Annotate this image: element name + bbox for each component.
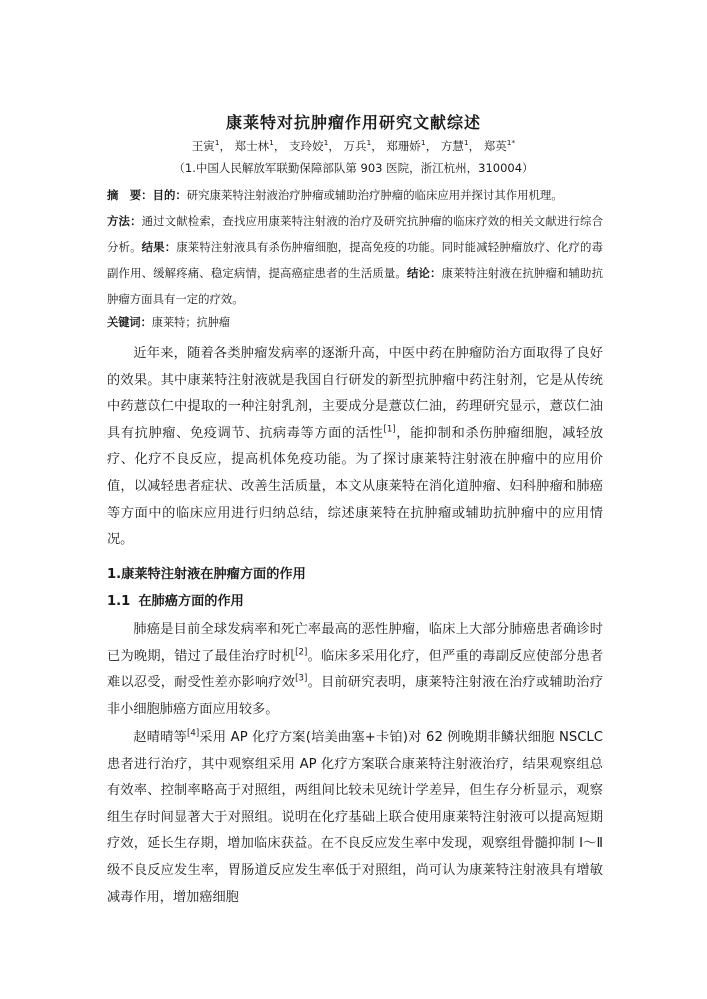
citation: [1] xyxy=(383,424,396,435)
subsection-heading: 1.1 在肺癌方面的作用 xyxy=(107,594,244,609)
body-paragraph: 赵晴晴等[4]采用 AP 化疗方案(培美曲塞+卡铂)对 62 例晚期非鳞状细胞 NSCLC 患者进行治疗，其中观察组采用 AP 化疗方案联合康莱特注射液治疗，结果观察组总有效率、控制率略高于对照组，两组间比较未见统计学差异，但生存分析显示，观察组生存时间显著大于对照组。说明在化疗基础上联合使用康莱特注射液可以提高短期疗效，延长生存期，增加临床获益。在不良反应发生率中发现，观察组骨髓抑制 Ⅰ～Ⅱ级不良反应发生率，胃肠道反应发生率低于对照组，尚可认为康莱特注射液具有增敏减毒作用，增加癌细胞 xyxy=(107,728,603,905)
conclusion-label: 结论： xyxy=(406,266,442,280)
intro-paragraph: 近年来，随着各类肿瘤发病率的逐渐升高，中医中药在肿瘤防治方面取得了良好的效果。其中康莱特注射液就是我国自行研发的新型抗肿瘤中药注射剂，它是从传统中药薏苡仁中提取的一种注射乳剂，主要成分是薏苡仁油，药理研究显示，薏苡仁油具有抗肿瘤、免疫调节、抗病毒等方面的活性[1]，能抑制和杀伤肿瘤细胞，减轻放疗、化疗不良反应，提高机体免疫功能。为了探讨康莱特注射液在肿瘤中的应用价值，以减轻患者症状、改善生活质量，本文从康莱特在消化道肿瘤、妇科肿瘤和肺癌等方面中的临床应用进行归纳总结，综述康莱特在抗肿瘤或辅助抗肿瘤中的应用情况。 xyxy=(107,346,604,548)
citation: [4] xyxy=(187,728,200,739)
paper-title: 康莱特对抗肿瘤作用研究文献综述 xyxy=(225,113,481,132)
author: 方慧$^1$ xyxy=(440,138,469,153)
author: 王寅$^1$ xyxy=(191,138,220,153)
conclusion-text: 康莱特注射液在抗肿瘤和辅助抗肿瘤方面具有一定的疗效。 xyxy=(107,266,603,306)
citation: [3] xyxy=(295,673,308,684)
section-heading: 1.康莱特注射液在肿瘤方面的作用 xyxy=(107,567,306,582)
method-text: 通过文献检索，查找应用康莱特注射液的治疗及研究抗肿瘤的临床疗效的相关文献进行综合分析。 xyxy=(107,214,603,254)
keywords-value: 康莱特；抗肿瘤 xyxy=(151,316,231,329)
purpose-text: 研究康莱特注射液治疗肿瘤或辅助治疗肿瘤的临床应用并探讨其作用机理。 xyxy=(186,188,563,202)
purpose-label: 目的： xyxy=(152,188,187,202)
keywords-label: 关键词： xyxy=(107,316,152,329)
abstract-label: 摘 要： xyxy=(107,188,153,202)
affiliation: （1.中国人民解放军联勤保障部队第 903 医院，浙江杭州，310004） xyxy=(173,161,534,175)
method-label: 方法： xyxy=(107,214,142,228)
body-paragraph: 肺癌是目前全球发病率和死亡率最高的恶性肿瘤，临床上大部分肺癌患者确诊时已为晚期，错过了最佳治疗时机[2]。临床多采用化疗，但严重的毒副反应使部分患者难以忍受，耐受性差亦影响疗效[3]。目前研究表明，康莱特注射液在治疗或辅助治疗非小细胞肺癌方面应用较多。 xyxy=(107,622,604,717)
author: 万兵$^1$ xyxy=(343,138,372,153)
keywords xyxy=(107,314,603,330)
result-text: 康莱特注射液具有杀伤肿瘤细胞，提高免疫的功能。同时能减轻肿瘤放疗、化疗的毒副作用、缓解疼痛、稳定病情，提高癌症患者的生活质量。 xyxy=(107,240,603,280)
abstract xyxy=(107,182,603,312)
author-list: 王寅$^1$， 郑士林$^1$， 支玲姣$^1$， 万兵$^1$， 郑珊娇$^1$， 方慧$^1$， 郑英$^{1*}$ xyxy=(191,138,516,153)
author: 支玲姣$^1$ xyxy=(289,138,329,153)
author: 郑士林$^1$ xyxy=(234,138,274,153)
citation: [2] xyxy=(295,647,308,658)
author: 郑英$^{1*}$ xyxy=(483,138,516,153)
result-label: 结果： xyxy=(141,240,177,254)
author: 郑珊娇$^1$ xyxy=(386,138,426,153)
